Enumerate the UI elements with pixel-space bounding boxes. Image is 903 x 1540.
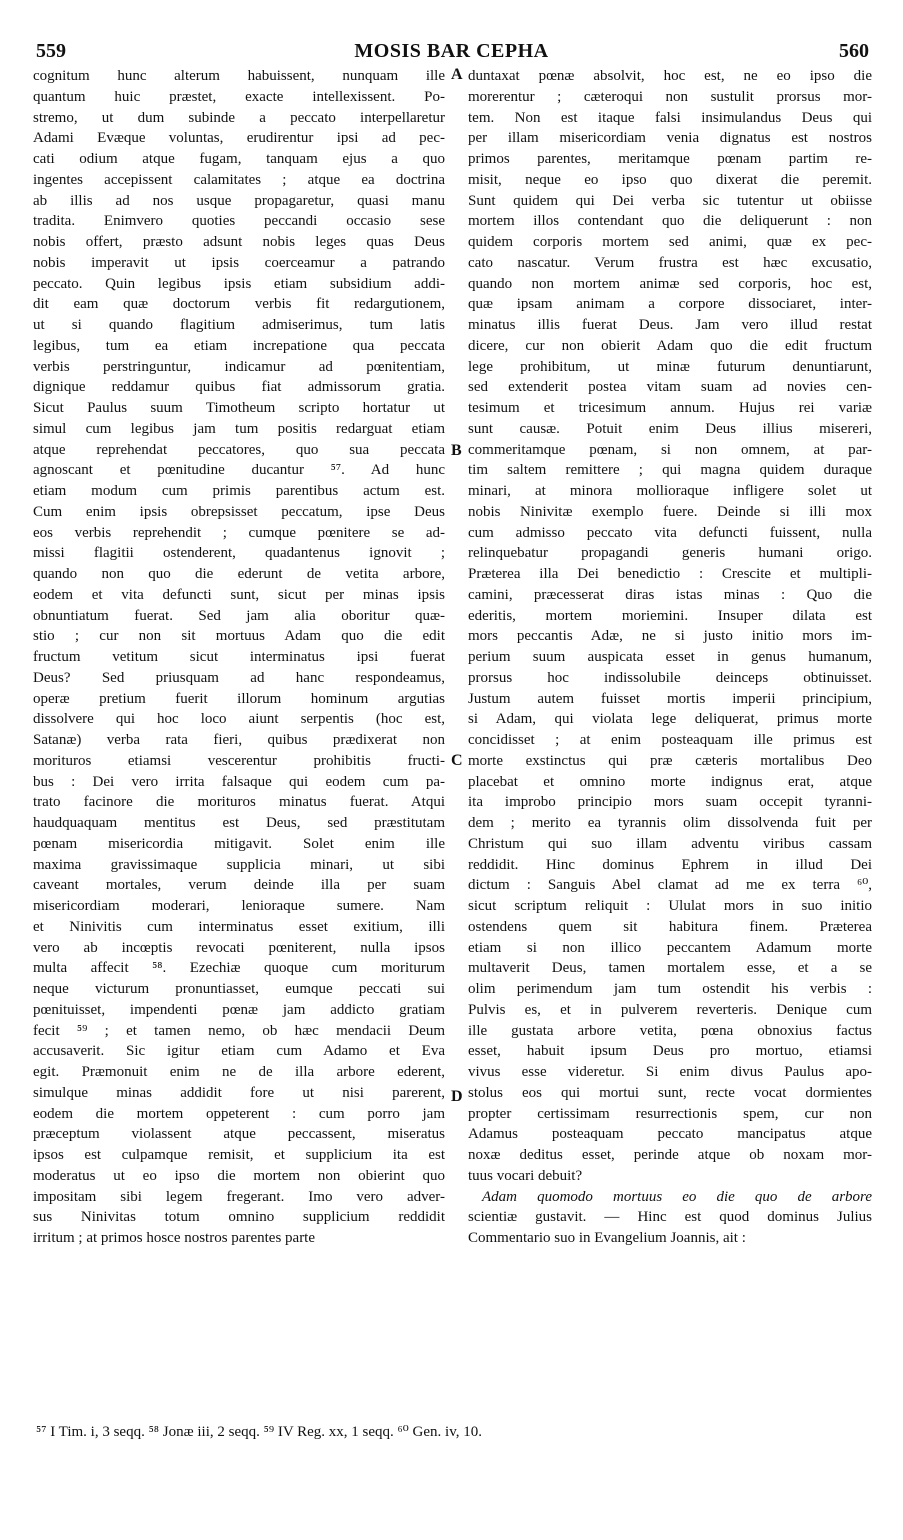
text-line: Commentario suo in Evangelium Joannis, ait : — [468, 1230, 746, 1246]
text-line: quando non mortem animæ sed corporis, hoc est, — [468, 275, 872, 292]
text-line: dissolvere qui hoc loco aiunt serpentis (hoc est, — [33, 711, 445, 728]
text-line: verbis perstringuntur, indicamur ad pœnitentiam, — [33, 358, 445, 375]
text-line: noxæ deditus esset, perinde atque ob noxam mor- — [468, 1147, 872, 1163]
text-line: præceptum violassent atque peccassent, miseratus — [33, 1126, 445, 1143]
text-line: dictum : Sanguis Abel clamat ad me ex terra ⁶⁰, — [468, 877, 872, 894]
text-line: caveant mortales, verum deinde illa per suam — [33, 877, 445, 894]
text-line: concidisset ; at enim posteaquam ille primus est — [468, 732, 872, 748]
text-line: irritum ; at primos hosce nostros parentes parte — [33, 1230, 316, 1246]
page-number-left: 559 — [36, 40, 66, 62]
text-line: stremo, ut dum subinde a peccato interpellaretur — [33, 109, 445, 126]
text-line: Cum enim ipsis obrepsisset peccatum, ipse Deus — [33, 503, 445, 520]
left-column — [33, 66, 445, 1249]
text-line: sicut scriptum reliquit : Ululat mors in suo initio — [468, 898, 872, 914]
text-line: stolus eos qui mortui sunt, recte vocat dormientes — [468, 1084, 872, 1101]
text-line: Præterea illa Dei benedictio : Crescite et multipli- — [468, 566, 872, 582]
text-line: multa affecit ⁵⁸. Ezechiæ quoque cum moriturum — [33, 960, 445, 977]
text-line: scientiæ gustavit. — Hinc est quod dominus Julius — [468, 1209, 872, 1226]
text-line: eos verbis reprehendit ; cumque pœnitere se ad- — [33, 524, 445, 541]
text-line: ita improbo principio mors suam occepit tyranni- — [468, 794, 872, 811]
text-line: dicere, cur non obierit Adam quo die edit fructum — [468, 337, 872, 354]
text-line: peccato. Quin legibus ipsis etiam subsidium addi- — [33, 275, 445, 292]
text-line: Adam quomodo mortuus eo die quo de arbore — [482, 1188, 872, 1205]
text-line: sus Ninivitas totum omnino supplicium reddidit — [33, 1209, 445, 1226]
text-line: obnuntiatum fuerat. Sed jam alia oboritur quæ- — [33, 607, 445, 624]
text-line: dignique reddamur quibus fiat admissorum gratia. — [33, 379, 445, 396]
right-column — [468, 66, 872, 1249]
text-line: haudquaquam mentitus est Deus, sed præstitutam — [33, 815, 445, 831]
margin-marker-c: C — [451, 752, 463, 769]
text-line: etiam modum cum primis parentibus actum est. — [33, 483, 445, 499]
text-line: commeritamque pœnam, si non omnem, at par- — [468, 441, 872, 458]
text-line: stio ; cur non sit mortuus Adam quo die edit — [33, 628, 445, 645]
text-line: mortem illos contendant quo die deliquerunt : non — [468, 213, 872, 230]
text-line: moderatus ut eo ipso die mortem non obierint quo — [33, 1167, 445, 1184]
text-line: fecit ⁵⁹ ; et tamen nemo, ob hæc mendacii Deum — [33, 1022, 445, 1039]
text-line: tradita. Enimvero quoties peccandi occasio sese — [33, 213, 445, 230]
text-line: reddidit. Hinc dominus Ephrem in illud Dei — [468, 856, 872, 873]
text-line: etiam si non illico peccantem Adamum morte — [468, 939, 872, 956]
text-line: fructum vetitum sicut interminatus ipsi fuerat — [33, 649, 445, 665]
text-line: Justum autem fuisset mortis imperii principium, — [468, 690, 872, 707]
text-line: Christum qui suo illam adventu viribus cassam — [468, 835, 872, 852]
text-line: agnoscant et pœnitudine ducantur ⁵⁷. Ad hunc — [33, 462, 445, 479]
text-line: cati odium atque fugam, tanquam ejus a quo — [33, 151, 445, 167]
text-line: et Ninivitis cum interminatus esset exitium, illi — [33, 918, 445, 935]
text-line: misit, neque eo ipso quo dixerat die peremit. — [468, 171, 872, 188]
margin-marker-a: A — [451, 66, 463, 83]
text-line: morerentur ; cæteroqui non sustulit prorsus mor- — [468, 88, 872, 105]
text-line: misericordiam moderari, lenioraque sumere. Nam — [33, 898, 445, 914]
text-line: missi flagitii ostenderent, quadantenus ignovit ; — [33, 545, 445, 562]
text-line: esset, habuit ipsum Deus pro mortuo, etiamsi — [468, 1043, 872, 1060]
text-line: atque reprehendat peccatores, quo sua peccata — [33, 441, 445, 458]
text-line: Adamus posteaquam peccato mancipatus atque — [468, 1126, 872, 1143]
text-line: tesimum et tricesimum annum. Hujus rei variæ — [468, 400, 872, 416]
text-line: tuus vocari debuit? — [468, 1167, 583, 1184]
text-line: dit eam quæ doctorum verbis fit redargutionem, — [33, 296, 445, 313]
text-line: Satanæ) verba rata fieri, quibus prædixerat non — [33, 732, 445, 748]
text-line: quantum huic præstet, exacte intellexissent. Po- — [33, 88, 445, 105]
text-line: tem. Non est itaque falsi insimulandus Deus qui — [468, 109, 872, 126]
running-title: MOSIS BAR CEPHA — [354, 40, 549, 62]
text-line: ille gustata arbore vetita, pœna obnoxius factus — [468, 1022, 872, 1039]
text-line: quando non quo die ederunt de vetita arbore, — [33, 566, 445, 582]
text-line: vivus esse videretur. Si enim divus Paulus apo- — [468, 1064, 872, 1080]
footnotes: ⁵⁷ I Tim. i, 3 seqq. ⁵⁸ Jonæ iii, 2 seqq. ⁵⁹ IV Reg. xx, 1 seqq. ⁶⁰ Gen. iv, 10. — [36, 1424, 482, 1440]
text-line: si Adam, qui violata lege deliquerat, primus morte — [468, 711, 872, 728]
text-line: ederitis, mortem moriemini. Insuper dilata est — [468, 607, 872, 624]
text-line: operæ pretium fuerit illorum hominum argutias — [33, 690, 445, 707]
text-line: eodem die mortem oppeterent : cum porro jam — [33, 1105, 445, 1122]
text-line: trato facinore die morituros minatus fuerat. Atqui — [33, 794, 445, 811]
text-line: legibus, tum ea etiam increpatione qua peccata — [33, 337, 445, 354]
text-line: pœnituisset, impendenti pœnæ jam addicto gratiam — [33, 1001, 445, 1018]
text-line: morituros etiamsi vescerentur prohibitis fructi- — [33, 752, 445, 769]
text-line: duntaxat pœnæ absolvit, hoc est, ne eo ipso die — [468, 68, 872, 84]
text-line: sed extenderit postea vitam suam ad novies cen- — [468, 379, 872, 396]
margin-marker-d: D — [451, 1088, 463, 1105]
text-line: propter certissimam resurrectionis spem, cur non — [468, 1105, 872, 1122]
text-line: Sicut Paulus suum Timotheum scripto hortatur ut — [33, 400, 445, 416]
text-line: egit. Præmonuit enim ne de illa arbore ederent, — [33, 1064, 445, 1080]
text-line: Deus? Sed priusquam ad hanc respondeamus, — [33, 669, 445, 686]
text-line: cato nascatur. Verum frustra est hæc excusatio, — [468, 254, 872, 271]
margin-marker-b: B — [451, 442, 462, 459]
text-line: ab illis ad nos usque propagaretur, quasi manu — [33, 192, 445, 209]
text-line: bus : Dei vero irrita falsaque qui eodem cum pa- — [33, 773, 445, 790]
text-line: ostendens quem sit habitura finem. Præterea — [468, 918, 872, 935]
text-line: Adami Evæque voluntas, erudirentur ipsi ad pec- — [33, 130, 445, 147]
text-line: quæ ipsam animam a corpore dissociaret, inter- — [468, 296, 872, 313]
text-line: accusaverit. Sic igitur etiam cum Adamo et Eva — [33, 1043, 445, 1060]
text-line: nobis Ninivitæ exemplo fuere. Deinde si illi mox — [468, 503, 872, 520]
text-line: per illam misericordiam venia dignatus est nostros — [468, 130, 872, 147]
text-line: impositam sibi legem fregerant. Imo vero adver- — [33, 1188, 445, 1205]
text-line: nobis offert, præsto adsunt nobis leges quas Deus — [33, 234, 445, 250]
text-line: perium suum auspicata esset in genus humanum, — [468, 649, 872, 665]
text-line: nobis imperavit ut ipsis coerceamur a patrando — [33, 254, 445, 271]
text-line: Sunt quidem qui Dei verba sic tutentur ut obiisse — [468, 192, 872, 209]
text-line: quidem corporis mortem sed animi, quæ ex pec- — [468, 234, 872, 250]
text-line: dem ; merito ea tyrannis olim dissolvenda fuit per — [468, 815, 872, 831]
page-number-right: 560 — [839, 40, 869, 62]
text-line: Pulvis es, et in pulverem reverteris. Denique cum — [468, 1001, 872, 1018]
text-line: morte exstinctus qui præ cæteris mortalibus Deo — [468, 752, 872, 769]
running-header — [0, 40, 903, 66]
text-line: pœnam misericordia mitigavit. Solet enim ille — [33, 835, 445, 852]
text-line: tim saltem remittere ; qui magna quidem duraque — [468, 462, 872, 479]
text-line: lege prohibitum, ut minæ futurum denuntiarunt, — [468, 358, 872, 375]
text-line: eodem et vita defuncti sunt, sicut per minas ipsis — [33, 586, 445, 603]
text-line: mors peccantis Adæ, ne si justo initio mors im- — [468, 628, 872, 645]
text-line: olim perimendum jam tum ostendit his verbis : — [468, 981, 872, 997]
text-line: sunt causæ. Potuit enim Deus illius misereri, — [468, 420, 872, 437]
text-line: vero ab incœptis revocati pœniterent, nulla ipsos — [33, 939, 445, 956]
text-line: relinquebatur propagandi generis humani origo. — [468, 545, 872, 562]
text-line: cum admisso peccato vita defuncti fuissent, nulla — [468, 524, 872, 541]
text-line: minari, at minora mollioraque infligere solet ut — [468, 483, 872, 499]
text-line: cognitum hunc alterum habuissent, nunquam ille — [33, 68, 445, 84]
text-line: simul cum legibus jam tum positis redarguat etiam — [33, 420, 445, 437]
text-line: simulque minas addidit fore ut nisi parerent, — [33, 1084, 445, 1101]
text-line: multaverit Deus, tamen mortalem esse, et a se — [468, 960, 872, 977]
text-line: ut si quando flagitium admiserimus, tum latis — [33, 317, 445, 333]
text-line: maxima gravissimaque supplicia minari, ut sibi — [33, 856, 445, 873]
text-line: neque victurum pronuntiasset, eumque peccati sui — [33, 981, 445, 997]
text-line: primos parentes, meritamque pœnam partim re- — [468, 151, 872, 167]
text-line: placebat et omnino morte indignus erat, atque — [468, 773, 872, 790]
text-line: ipsos est culpamque remisit, et supplicium ita est — [33, 1147, 445, 1163]
text-line: ingentes accepissent calamitates ; atque ea doctrina — [33, 171, 445, 188]
text-line: minatus illis fuerat Deus. Jam vero illud restat — [468, 317, 872, 333]
text-line: camini, præcesserat diras istas minas : Quo die — [468, 586, 872, 603]
text-line: prorsus hoc indissolubile deinceps obtinuisset. — [468, 669, 872, 686]
